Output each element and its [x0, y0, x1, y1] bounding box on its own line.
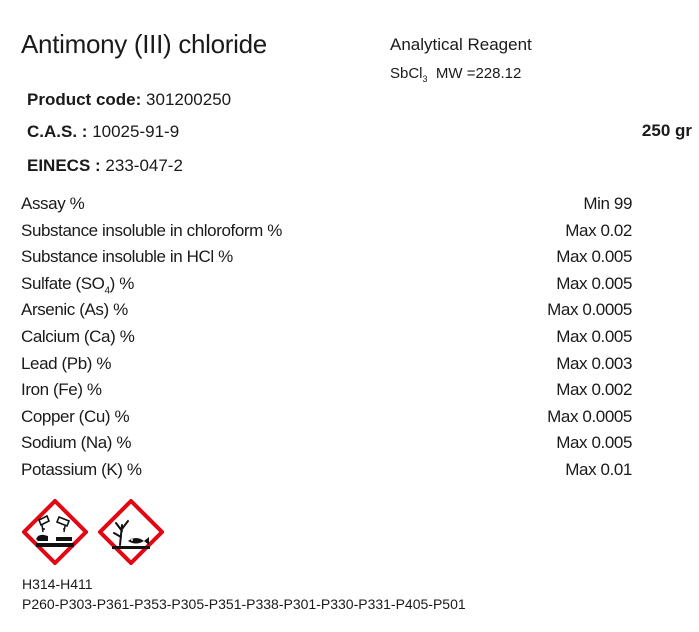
spec-row: [21, 353, 632, 380]
spec-name: Substance insoluble in chloroform %: [21, 220, 282, 240]
spec-name: Sodium (Na) %: [21, 433, 132, 453]
spec-name: Substance insoluble in HCl %: [21, 247, 233, 267]
hazard-pictograms: [22, 499, 172, 565]
formula-subscript: 3: [422, 74, 428, 84]
spec-name: Arsenic (As) %: [21, 300, 128, 320]
spec-value: Max 0.005: [556, 433, 632, 453]
spec-row: [21, 299, 632, 326]
einecs-label: EINECS :: [27, 156, 101, 175]
spec-value: Min 99: [583, 194, 632, 213]
package-size: 250 gr: [641, 121, 692, 140]
spec-name: Potassium (K) %: [21, 459, 142, 479]
spec-value: Max 0.003: [556, 353, 632, 373]
spec-row: [21, 379, 632, 406]
spec-value: Max 0.005: [556, 247, 632, 267]
spec-name: Calcium (Ca) %: [21, 326, 135, 346]
hazard-statements: H314-H411: [22, 576, 93, 592]
cas-line: [27, 122, 179, 142]
specification-table: [21, 193, 632, 486]
product-code-value: 301200250: [146, 90, 232, 109]
cas-value: 10025-91-9: [92, 122, 180, 141]
spec-value: Max 0.0005: [547, 300, 632, 320]
spec-value: Max 0.01: [565, 459, 632, 479]
environment-pictogram-icon: [98, 499, 164, 565]
corrosion-pictogram-icon: [22, 499, 88, 565]
formula-line: [390, 65, 521, 84]
spec-name: Copper (Cu) %: [21, 406, 130, 426]
spec-row: [21, 406, 632, 433]
spec-name: Iron (Fe) %: [21, 380, 102, 400]
formula-main: SbCl: [390, 65, 423, 82]
spec-value: Max 0.005: [556, 326, 632, 346]
cas-label: C.A.S. :: [27, 122, 88, 141]
product-title: Antimony (III) chloride: [21, 29, 267, 59]
spec-name: [21, 273, 134, 302]
spec-value: Max 0.002: [556, 380, 632, 400]
einecs-line: [27, 156, 183, 176]
reagent-grade: Analytical Reagent: [390, 35, 532, 54]
spec-row: [21, 246, 632, 273]
spec-row: [21, 459, 632, 486]
precautionary-statements: P260-P303-P361-P353-P305-P351-P338-P301-P330-P331-P405-P501: [22, 596, 466, 612]
spec-value: Max 0.0005: [547, 406, 632, 426]
spec-row: [21, 326, 632, 353]
spec-row: [21, 273, 632, 300]
spec-row: [21, 432, 632, 459]
spec-row: [21, 220, 632, 247]
spec-name: Lead (Pb) %: [21, 353, 112, 373]
product-code-line: [27, 90, 231, 110]
spec-value: Max 0.02: [565, 220, 632, 240]
product-code-label: Product code:: [27, 90, 142, 109]
spec-row: [21, 193, 632, 220]
spec-name: Assay %: [21, 194, 85, 213]
spec-name-part: ) %: [109, 273, 134, 293]
spec-name-subscript: 4: [104, 285, 110, 297]
spec-name-part: Sulfate (SO: [21, 273, 105, 293]
spec-value: Max 0.005: [556, 273, 632, 293]
molecular-weight: MW =228.12: [435, 65, 522, 82]
einecs-value: 233-047-2: [105, 156, 183, 175]
